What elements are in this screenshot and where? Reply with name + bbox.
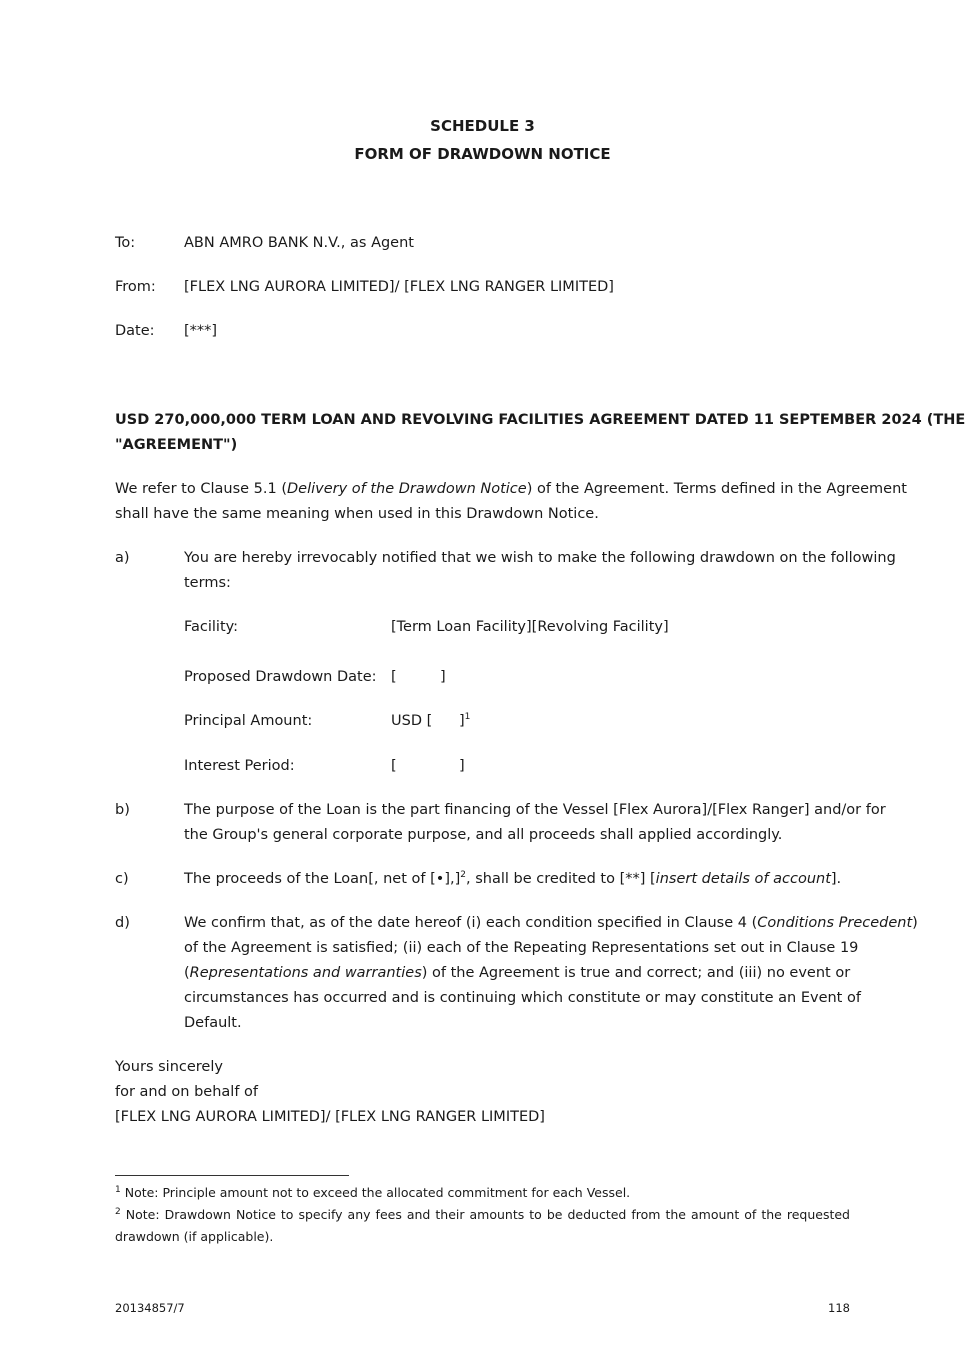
from-value: [FLEX LNG AURORA LIMITED]/ [FLEX LNG RANGER LIMITED] xyxy=(184,279,614,295)
subject-line-2: "AGREEMENT") xyxy=(115,437,238,453)
facility-value: [Term Loan Facility][Revolving Facility] xyxy=(391,619,669,635)
intro-line-1: We refer to Clause 5.1 (Delivery of the Drawdown Notice) of the Agreement. Terms defined in the Agreement xyxy=(115,481,907,497)
item-d-line-3: (Representations and warranties) of the Agreement is true and correct; and (iii) no event or xyxy=(184,965,851,981)
item-c-label: c) xyxy=(115,871,129,887)
principal-amount-label: Principal Amount: xyxy=(184,713,313,729)
document-reference: 20134857/7 xyxy=(115,1301,185,1315)
schedule-title: FORM OF DRAWDOWN NOTICE xyxy=(354,145,611,163)
schedule-number: SCHEDULE 3 xyxy=(430,117,535,135)
interest-period-open: [ xyxy=(391,758,397,774)
footnote-ref-1: 1 xyxy=(464,712,471,723)
item-b-line-1: The purpose of the Loan is the part financing of the Vessel [Flex Aurora]/[Flex Ranger] and/or for xyxy=(184,802,886,818)
item-a-line-2: terms: xyxy=(184,575,231,591)
drawdown-date-close: ] xyxy=(440,669,446,685)
signoff-line-1: Yours sincerely xyxy=(115,1059,223,1075)
item-d-line-4: circumstances has occurred and is continuing which constitute or may constitute an Event of xyxy=(184,990,861,1006)
to-value: ABN AMRO BANK N.V., as Agent xyxy=(184,235,414,251)
item-b-label: b) xyxy=(115,802,130,818)
footnote-2-line-1: $^2$ Note: Drawdown Notice to specify any fees and their amounts to be deducted from the amount of the requested xyxy=(115,1206,850,1222)
subject-line-1: USD 270,000,000 TERM LOAN AND REVOLVING FACILITIES AGREEMENT DATED 11 SEPTEMBER 2024 (THE xyxy=(115,412,965,428)
interest-period-label: Interest Period: xyxy=(184,758,295,774)
drawdown-date-open: [ xyxy=(391,669,397,685)
to-label: To: xyxy=(115,235,136,251)
item-d-label: d) xyxy=(115,915,130,931)
item-a-line-1: You are hereby irrevocably notified that we wish to make the following drawdown on the following xyxy=(184,550,896,566)
footnote-2-line-2: drawdown (if applicable). xyxy=(115,1229,274,1244)
item-d-line-2: of the Agreement is satisfied; (ii) each of the Repeating Representations set out in Clause 19 xyxy=(184,940,859,956)
item-d-line-1: We confirm that, as of the date hereof (i) each condition specified in Clause 4 (Conditions Precedent) xyxy=(184,915,918,931)
interest-period-close: ] xyxy=(459,758,465,774)
signoff-line-3: [FLEX LNG AURORA LIMITED]/ [FLEX LNG RANGER LIMITED] xyxy=(115,1109,545,1125)
signoff-line-2: for and on behalf of xyxy=(115,1084,259,1100)
footnote-1: $^1$ Note: Principle amount not to exceed the allocated commitment for each Vessel. xyxy=(115,1184,631,1200)
date-label: Date: xyxy=(115,323,155,339)
principal-amount-open: USD [ xyxy=(391,713,433,729)
item-d-line-5: Default. xyxy=(184,1015,242,1031)
facility-label: Facility: xyxy=(184,619,239,635)
intro-line-2: shall have the same meaning when used in this Drawdown Notice. xyxy=(115,506,599,522)
footnote-ref-2: 2 xyxy=(460,870,466,881)
principal-amount-close: ]$^1$ xyxy=(459,712,471,729)
item-b-line-2: the Group's general corporate purpose, and all proceeds shall applied accordingly. xyxy=(184,827,783,843)
date-value: [***] xyxy=(184,323,218,339)
page-number: 118 xyxy=(828,1301,850,1315)
drawdown-date-label: Proposed Drawdown Date: xyxy=(184,669,377,685)
footnote-separator xyxy=(115,1175,349,1176)
from-label: From: xyxy=(115,279,156,295)
item-a-label: a) xyxy=(115,550,130,566)
item-c-text: The proceeds of the Loan[, net of [•],]$^2$, shall be credited to [**] [insert details of account]. xyxy=(184,870,842,887)
